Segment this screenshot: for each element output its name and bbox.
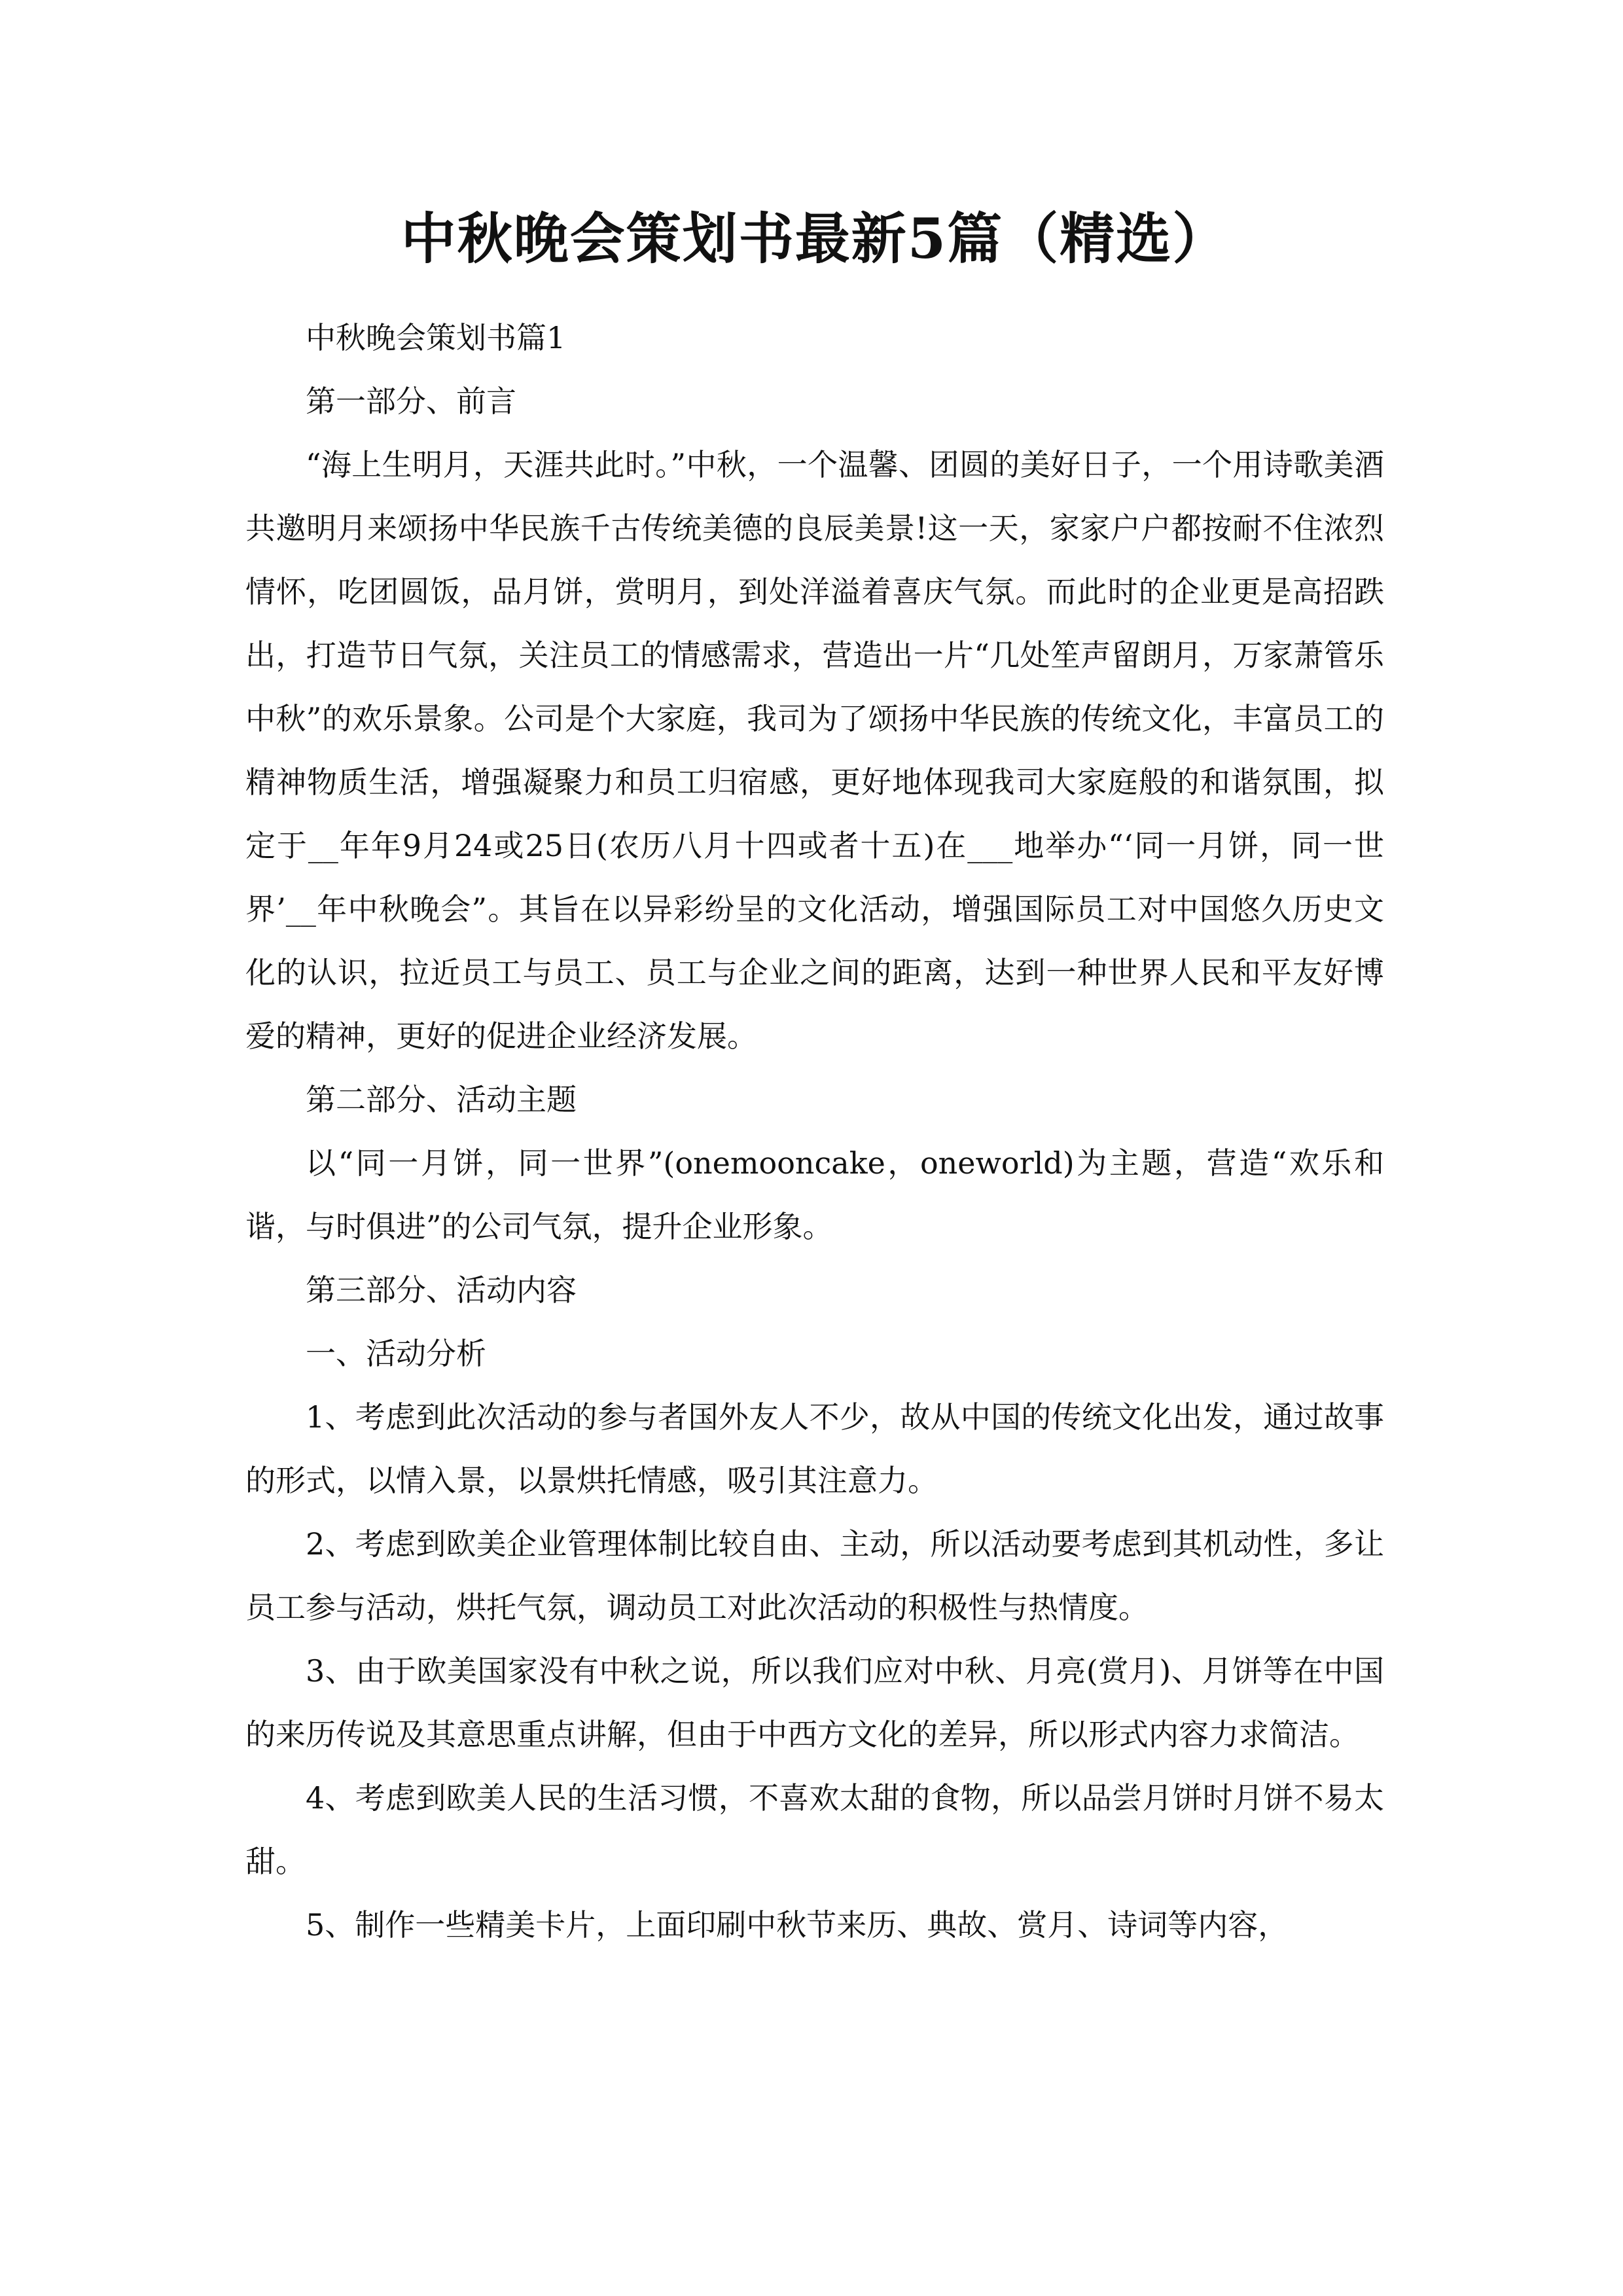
- list-item-analysis-3: 3、由于欧美国家没有中秋之说，所以我们应对中秋、月亮(赏月)、月饼等在中国的来历传说及其意思重点讲解，但由于中西方文化的差异，所以形式内容力求简洁。: [245, 1653, 1384, 1752]
- subheading-activity-analysis: 一、活动分析: [306, 1336, 486, 1371]
- document-body: [245, 196, 1384, 1957]
- section-heading-content: 第三部分、活动内容: [306, 1272, 577, 1308]
- section-heading-preface: 第一部分、前言: [306, 384, 516, 419]
- document-title: 中秋晚会策划书最新5篇（精选）: [401, 206, 1229, 271]
- list-item-analysis-2: 2、考虑到欧美企业管理体制比较自由、主动，所以活动要考虑到其机动性，多让员工参与活动，烘托气氛，调动员工对此次活动的积极性与热情度。: [245, 1526, 1384, 1625]
- list-item-analysis-5: 5、制作一些精美卡片，上面印刷中秋节来历、典故、赏月、诗词等内容，: [306, 1907, 1289, 1943]
- list-item-analysis-4: 4、考虑到欧美人民的生活习惯，不喜欢太甜的食物，所以品尝月饼时月饼不易太甜。: [245, 1780, 1384, 1879]
- paragraph-theme-body: 以“同一月饼，同一世界”(onemooncake，oneworld)为主题，营造“欢乐和谐，与时俱进”的公司气氛，提升企业形象。: [245, 1145, 1384, 1244]
- section-heading-theme: 第二部分、活动主题: [306, 1082, 577, 1117]
- list-item-analysis-1: 1、考虑到此次活动的参与者国外友人不少，故从中国的传统文化出发，通过故事的形式，以情入景，以景烘托情感，吸引其注意力。: [245, 1399, 1384, 1498]
- paragraph-preface-body: “海上生明月，天涯共此时。”中秋，一个温馨、团圆的美好日子，一个用诗歌美酒共邀明月来颂扬中华民族千古传统美德的良辰美景!这一天，家家户户都按耐不住浓烈情怀，吃团圆饭，品月饼，赏明月，到处洋溢着喜庆气氛。而此时的企业更是高招跌出，打造节日气氛，关注员工的情感需求，营造出一片“几处笙声留朗月，万家萧管乐中秋”的欢乐景象。公司是个大家庭，我司为了颂扬中华民族的传统文化，丰富员工的精神物质生活，增强凝聚力和员工归宿感，更好地体现我司大家庭般的和谐氛围，拟定于__年年9月24或25日(农历八月十四或者十五)在___地举办“‘同一月饼，同一世界’__年中秋晚会”。其旨在以异彩纷呈的文化活动，增强国际员工对中国悠久历史文化的认识，拉近员工与员工、员工与企业之间的距离，达到一种世界人民和平友好博爱的精神，更好的促进企业经济发展。: [245, 447, 1384, 1054]
- section-heading-article-1: 中秋晚会策划书篇1: [306, 320, 566, 355]
